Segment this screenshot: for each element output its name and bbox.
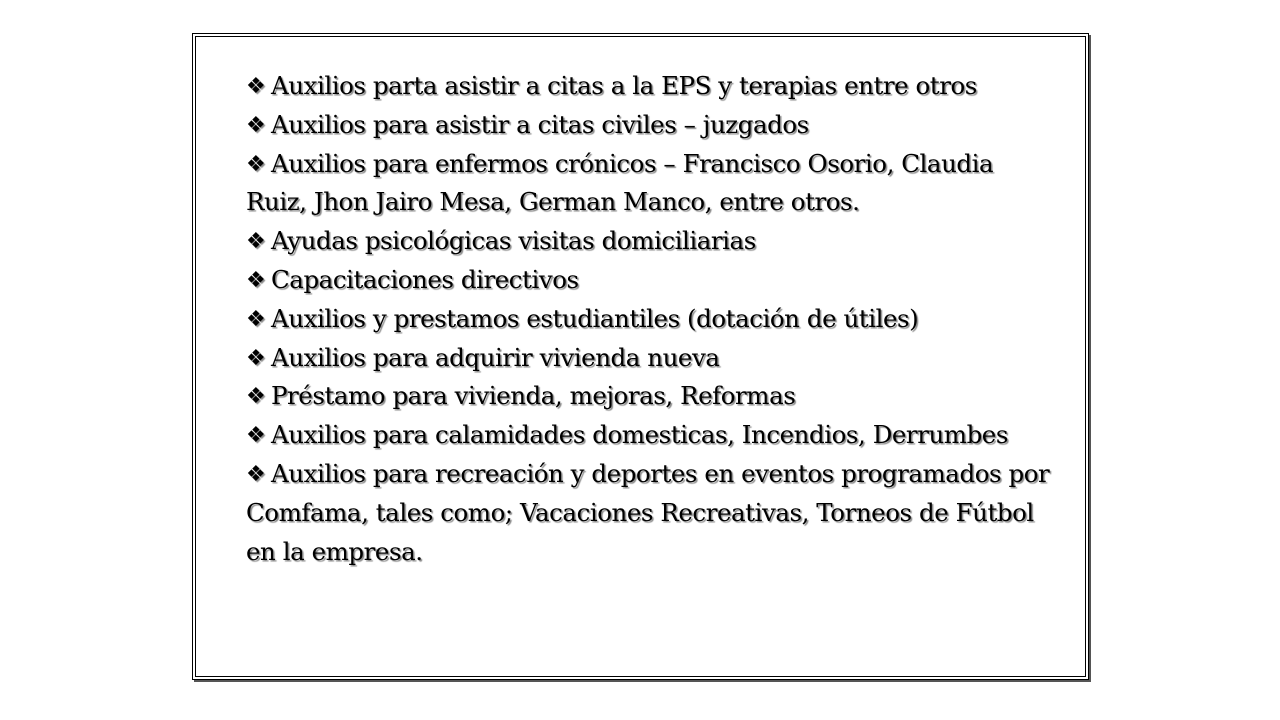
diamond-bullet-icon: ❖ [246,267,266,293]
list-item-text: Auxilios y prestamos estudiantiles (dotación de útiles) [271,303,919,333]
list-item-text: Auxilios para adquirir vivienda nueva [271,342,720,372]
list-item [246,300,1056,339]
list-item-text: Auxilios para recreación y deportes en eventos programados por Comfama, tales como; Vacaciones Recreativas, Torneos de Fútbol en la empresa. [246,458,1050,566]
list-item [246,67,1056,106]
diamond-bullet-icon: ❖ [246,345,266,371]
list-item-text: Auxilios para asistir a citas civiles – juzgados [271,109,809,139]
diamond-bullet-icon: ❖ [246,112,266,138]
content-frame [192,33,1089,680]
diamond-bullet-icon: ❖ [246,74,266,99]
list-item-text: Auxilios parta asistir a citas a la EPS y terapias entre otros [271,71,977,100]
diamond-bullet-icon: ❖ [246,423,266,449]
list-item [246,145,1056,223]
list-item-text: Capacitaciones directivos [271,264,579,294]
list-item [246,222,1056,261]
benefits-list [246,67,1056,571]
diamond-bullet-icon: ❖ [246,461,266,487]
diamond-bullet-icon: ❖ [246,151,266,177]
list-item [246,339,1056,378]
list-item [246,455,1056,571]
diamond-bullet-icon: ❖ [246,306,266,332]
list-item [246,106,1056,145]
list-item-text: Préstamo para vivienda, mejoras, Reformas [271,381,796,411]
list-item [246,416,1056,455]
list-item-text: Auxilios para calamidades domesticas, Incendios, Derrumbes [271,420,1008,450]
list-item [246,261,1056,300]
diamond-bullet-icon: ❖ [246,384,266,410]
diamond-bullet-icon: ❖ [246,229,266,255]
list-item-text: Auxilios para enfermos crónicos – Francisco Osorio, Claudia Ruiz, Jhon Jairo Mesa, German Manco, entre otros. [246,148,994,217]
list-item [246,377,1056,416]
list-item-text: Ayudas psicológicas visitas domiciliarias [271,226,756,256]
